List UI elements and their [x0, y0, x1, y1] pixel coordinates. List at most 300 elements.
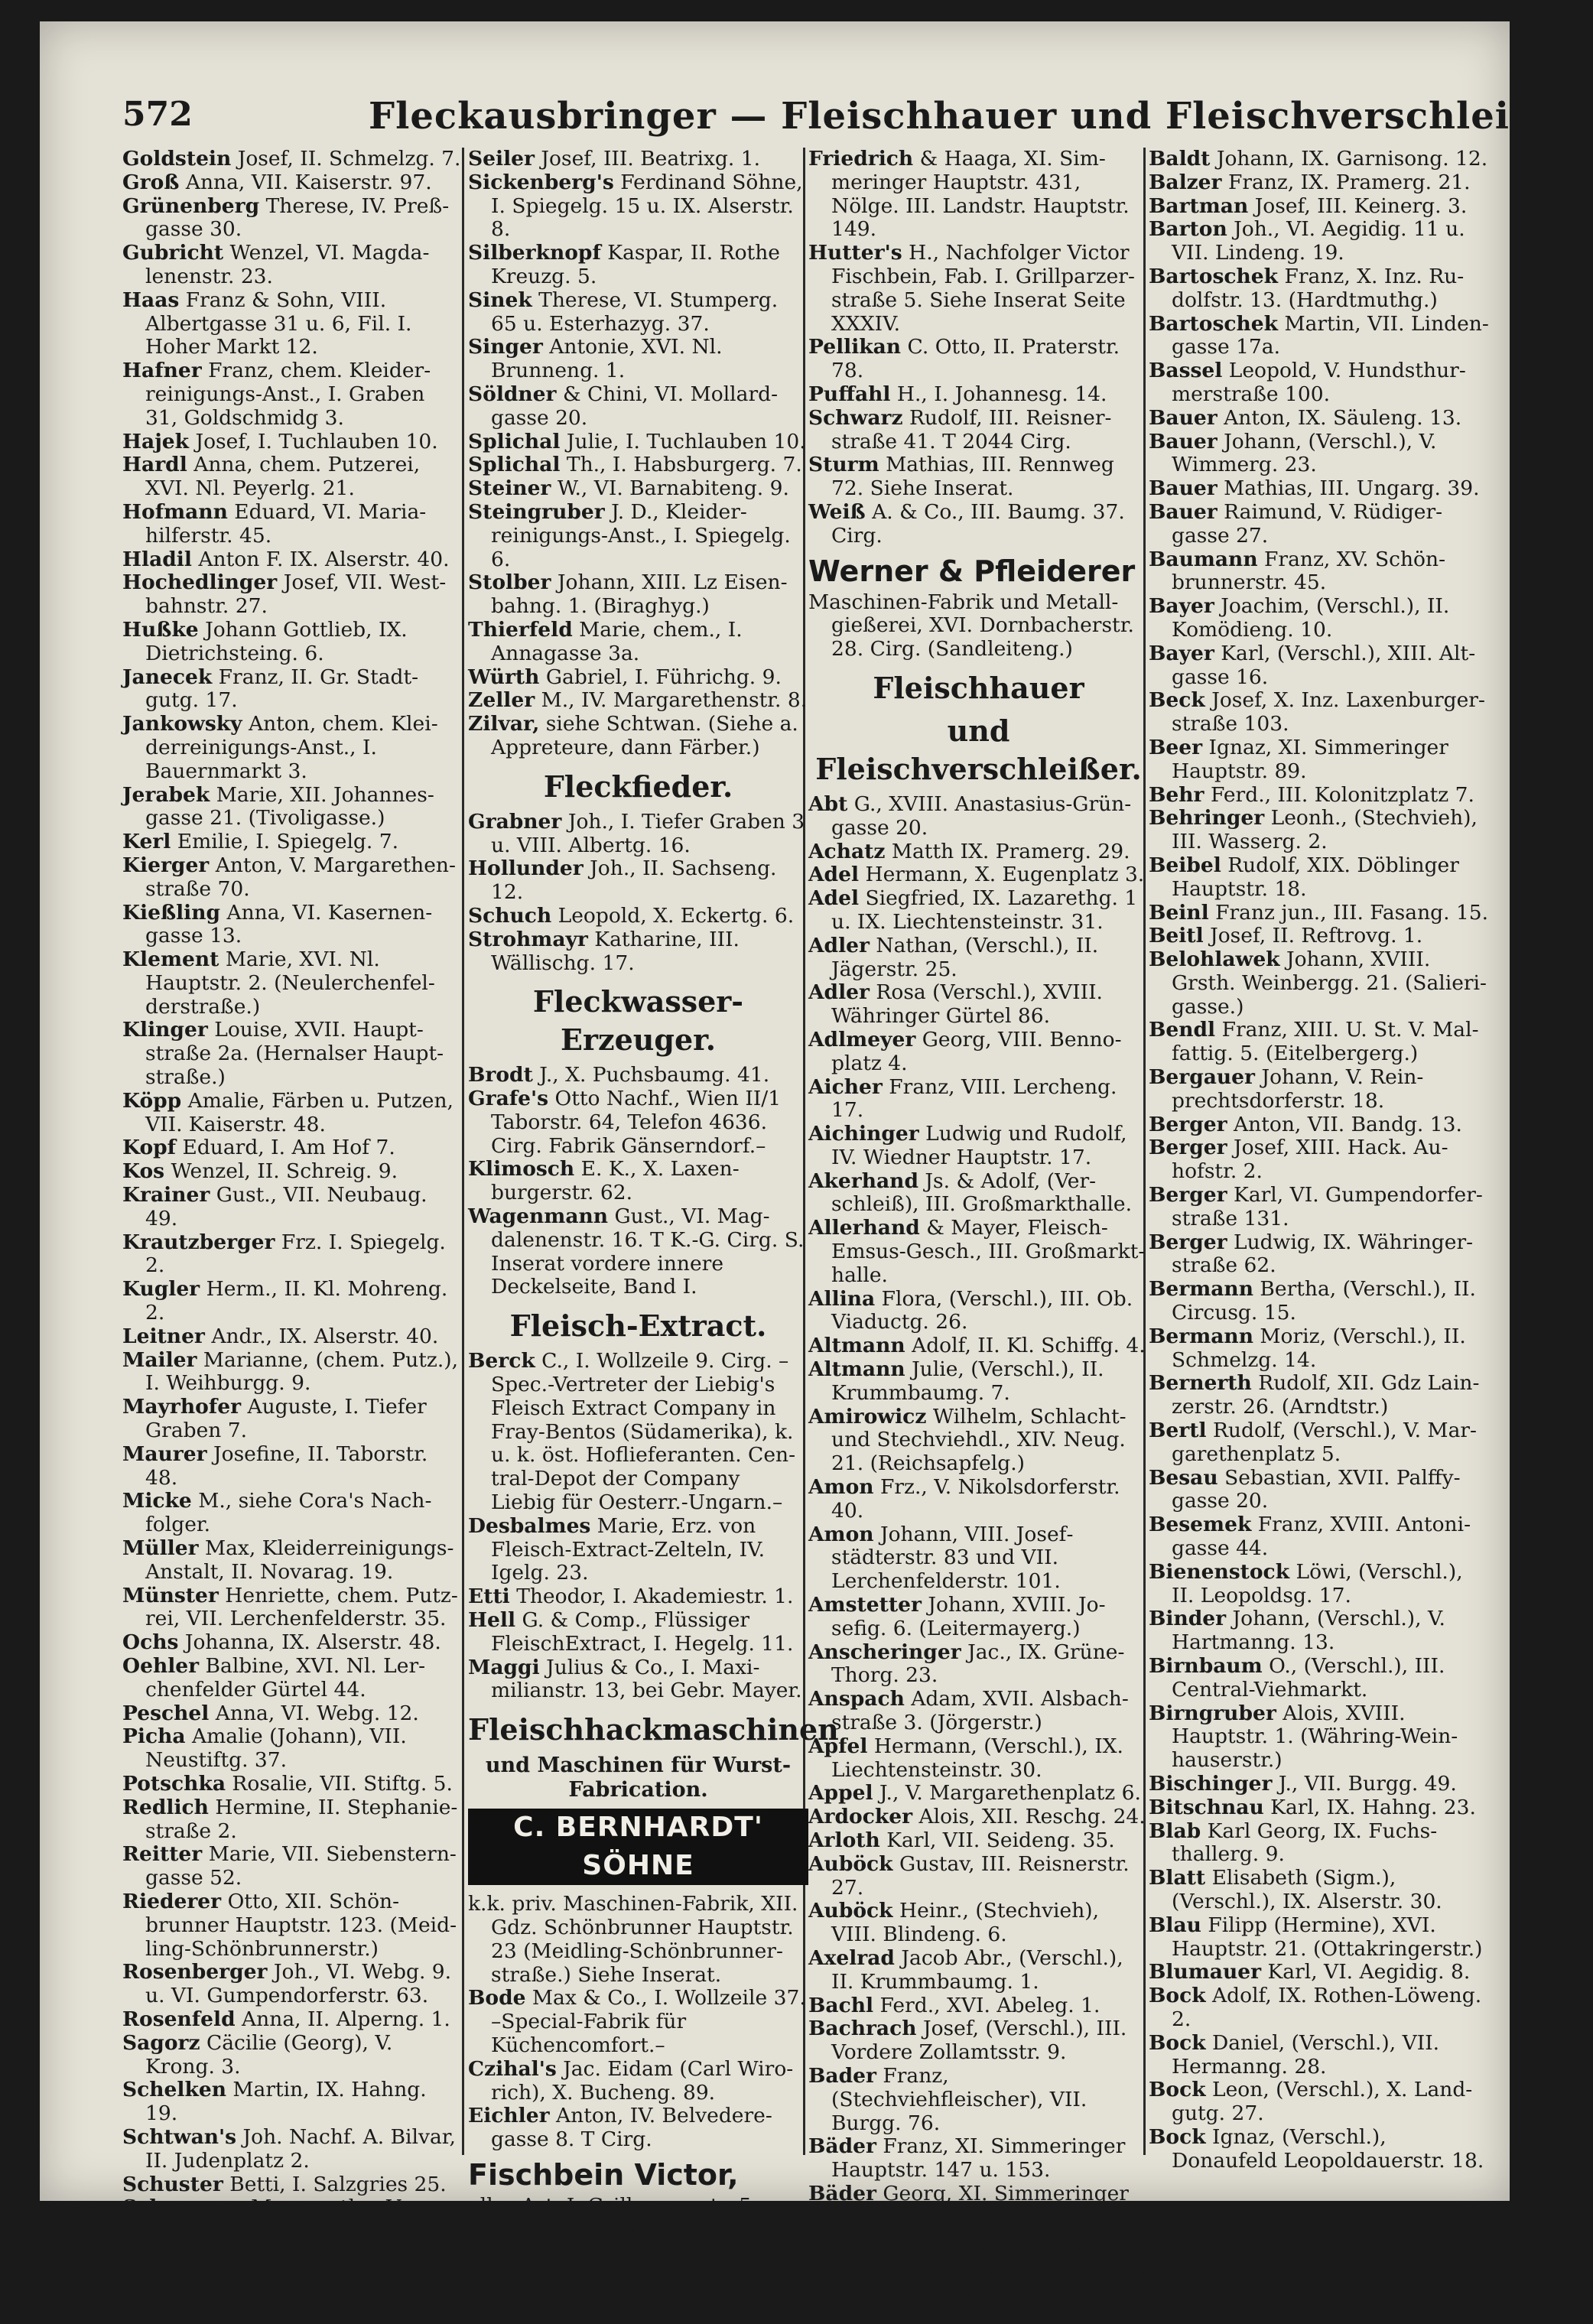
directory-entry — [468, 928, 808, 976]
entry-details: C. Otto, II. Praterstr. 78. — [831, 335, 1120, 383]
entry-details: E. K., X. Laxenburgerstr. 62. — [491, 1157, 740, 1205]
entry-name: Schwarz — [808, 405, 903, 430]
advertiser-banner: C. BERNHARDT' SÖHNE — [468, 1809, 808, 1885]
entry-name: Altmann — [808, 1357, 905, 1382]
entry-name: Amon — [808, 1475, 874, 1500]
entry-name: Riederer — [122, 1889, 222, 1913]
entry-name: Sickenberg's — [468, 170, 614, 194]
directory-entry — [1149, 1513, 1489, 1561]
entry-details: Wenzel, VI. Magdalenenstr. 23. — [145, 241, 430, 288]
directory-entry — [1149, 1419, 1489, 1467]
entry-details: J., VII. Burgg. 49. — [1278, 1771, 1457, 1796]
entry-details: Kaspar, II. Rothe Kreuzg. 5. — [491, 241, 780, 288]
entry-details: Salomon, (Verschl.), II. Theresieng. 1. (Adambergerg.) — [831, 2228, 1149, 2277]
entry-details: Raimund, V. Rüdigergasse 27. — [1172, 499, 1443, 548]
entry-details: Anna, VII. Kaiserstr. 97. — [185, 170, 432, 194]
directory-entry — [122, 571, 463, 619]
entry-details: Otto, XII. Schönbrunner Hauptstr. 123. (Meidling-Schönbrunnerstr.) — [145, 1889, 457, 1961]
entry-name: Schtwan's — [122, 2124, 237, 2149]
entry-details: J., X. Puchsbaumg. 41. — [539, 1063, 770, 1087]
entry-name: Zilvar, — [468, 712, 540, 736]
entry-details: Franz jun., III. Fasang. 15. — [1215, 900, 1489, 925]
entry-details: Therese, IV. Preßgasse 30. — [145, 193, 450, 242]
directory-entry — [122, 1396, 463, 1443]
entry-name: Bäder — [808, 2181, 876, 2205]
entry-details: & Chini, VI. Mollardgasse 20. — [491, 382, 779, 430]
entry-details: Adolf, IX. Rothen-Löweng. 2. — [1172, 1984, 1482, 2031]
entry-name: Eichler — [468, 2104, 550, 2128]
entry-name: Bock — [1149, 2030, 1206, 2055]
entry-name: Hajek — [122, 429, 190, 453]
entry-name: Reitter — [122, 1842, 203, 1867]
entry-name: Bock — [1149, 2078, 1206, 2102]
entry-details: Franz, IX. Pramerg. 21. — [1227, 170, 1471, 194]
entry-name: Adel — [808, 863, 860, 887]
directory-entry — [808, 934, 1149, 982]
entry-details: Maschinen-Fabrik und Metallgießerei, XVI. Dornbacherstr. 28. Cirg. (Sandleiteng.) — [808, 590, 1134, 661]
directory-entry — [1149, 1019, 1489, 1066]
directory-entry — [808, 1900, 1149, 1947]
entry-name: Berger — [1149, 1183, 1227, 1208]
directory-entry — [1149, 595, 1489, 642]
entry-details: M., siehe Cora's Nachfolger. — [145, 1489, 432, 1537]
directory-entry — [468, 2195, 808, 2242]
entry-name: Amon — [808, 1522, 874, 1546]
entry-details: Karl, IX. Hahng. 23. — [1270, 1795, 1476, 1819]
entry-name: Sinek — [468, 288, 532, 312]
directory-entry — [468, 905, 808, 928]
directory-entry — [122, 1136, 463, 1160]
directory-entry — [1149, 431, 1489, 478]
entry-name: Puffahl — [808, 382, 891, 406]
entry-name: Klimosch — [468, 1157, 575, 1182]
entry-details: Louise, XVII. Hauptstraße 2a. (Hernalser Hauptstraße.) — [145, 1018, 444, 1090]
entry-name: Barton — [1149, 217, 1227, 242]
entry-details: Anna, chem. Putzerei, XVI. Nl. Peyerlg. 21. — [145, 453, 421, 501]
directory-entry — [122, 1184, 463, 1231]
directory-entry — [1149, 1796, 1489, 1820]
entry-details: Jac., IX. GrüneThorg. 23. — [831, 1640, 1125, 1688]
directory-entry — [122, 2196, 463, 2244]
entry-name: Potschka — [122, 1771, 226, 1796]
directory-entry — [468, 1205, 808, 1299]
entry-name: Kerl — [122, 830, 171, 854]
entry-name: Söldner — [468, 382, 557, 406]
entry-name: Klinger — [122, 1018, 208, 1042]
section-heading-fleisch-extract: Fleisch-Extract. — [509, 1308, 767, 1344]
entry-details: Rudolf, III. Reisnerstraße 41. T 2044 Cirg. — [831, 405, 1112, 453]
entry-list-b — [468, 811, 808, 976]
entry-details: Franz, chem. Kleiderreinigungs-Anst., I. Graben 31, Goldschmidg 3. — [145, 359, 431, 430]
entry-name: Abt — [808, 791, 848, 816]
directory-entry — [122, 2244, 463, 2267]
entry-name: Hafner — [122, 359, 202, 383]
directory-entry — [1149, 784, 1489, 808]
entry-details: Joachim, (Verschl.), II. Komödieng. 10. — [1172, 594, 1450, 642]
entry-name: Thierfeld — [468, 617, 573, 642]
entry-name: Desbalmes — [468, 1513, 591, 1538]
entry-list-c — [808, 793, 1149, 2324]
entry-name: Bermann — [1149, 1277, 1253, 1302]
entry-details: Emilie, I. Spiegelg. 7. — [177, 830, 399, 854]
section-heading-fleischhauer: Fleischhauer — [873, 670, 1084, 705]
entry-details: Katharine, III. Wällischg. 17. — [491, 927, 740, 975]
directory-entry — [1149, 1113, 1489, 1137]
entry-details: Marie, chem., I. Annagasse 3a. — [491, 617, 743, 665]
directory-entry — [1149, 1231, 1489, 1279]
entry-list-c — [468, 1064, 808, 1299]
entry-details: Franz, XIII. U. St. V. Malfattig. 5. (Eitelbergerg.) — [1172, 1018, 1479, 1066]
entry-details: Johann, IX. Garnisong. 12. — [1216, 147, 1488, 171]
entry-name: Berck — [468, 1349, 535, 1373]
entry-name: Besemek — [1149, 1513, 1252, 1537]
entry-details: Heinr., (Stechvieh), VIII. Blindeng. 6. — [831, 1899, 1100, 1947]
directory-entry — [122, 1725, 463, 1773]
entry-name: Adler — [808, 933, 870, 957]
column-1 — [122, 147, 463, 2267]
directory-entry — [122, 1702, 463, 1726]
directory-entry — [808, 2065, 1149, 2135]
entry-name: Beinl — [1149, 900, 1209, 925]
entry-name: Grünenberg — [122, 193, 260, 218]
directory-entry — [122, 854, 463, 902]
column-4 — [1149, 147, 1489, 2173]
section-subheading: und Maschinen für WurstFabrication. — [485, 1754, 792, 1802]
directory-entry — [808, 336, 1149, 383]
entry-name: Strohmayr — [468, 927, 588, 951]
entry-name: Beer — [1149, 735, 1203, 759]
entry-details: Karl, VII. Seideng. 35. — [886, 1828, 1115, 1852]
entry-details: Elisabeth (Sigm.), (Verschl.), IX. Alserstr. 30. — [1172, 1866, 1442, 1913]
directory-entry — [468, 689, 808, 713]
directory-entry — [122, 1443, 463, 1490]
entry-details: C., I. Wollzeile 9. Cirg. –Spec.-Vertreter der Liebig's Fleisch Extract Company in Fray-Bentos (Südamerika), k. u. k. öst. Hoflieferanten. Central-Depot der Company Liebig für Oesterr.-Ungarn.– — [491, 1349, 796, 1515]
directory-entry — [808, 863, 1149, 887]
directory-entry — [808, 1594, 1149, 1641]
directory-entry — [1149, 642, 1489, 690]
entry-name: Schelken — [122, 2078, 226, 2102]
entry-list-a — [808, 148, 1149, 548]
entry-name: Achatz — [808, 839, 886, 863]
directory-entry — [122, 359, 463, 430]
entry-name: Bartoschek — [1149, 264, 1278, 288]
entry-name: Sagorz — [122, 2030, 200, 2055]
directory-entry — [122, 902, 463, 949]
directory-entry — [468, 289, 808, 336]
directory-entry — [808, 242, 1149, 336]
entry-name: Binder — [1149, 1607, 1227, 1631]
entry-details: Marianne, (chem. Putz.), I. Weihburgg. 9. — [145, 1347, 459, 1396]
entry-name: Baier — [808, 2228, 870, 2253]
directory-entry — [122, 289, 463, 359]
directory-entry — [808, 1735, 1149, 1783]
entry-name: Schwanzer — [122, 2196, 245, 2220]
entry-details: Löwi, (Verschl.), II. Leopoldsg. 17. — [1172, 1559, 1463, 1607]
entry-details: Joh., VI. Aegidig. 11 u. VII. Lindeng. 19. — [1172, 217, 1465, 265]
directory-entry — [122, 1090, 463, 1137]
directory-entry — [468, 571, 808, 619]
entry-details: Jacob Abr., (Verschl.), II. Krummbaumg. 1. — [831, 1945, 1123, 1994]
directory-entry — [1149, 477, 1489, 501]
entry-details: Bertha, (Verschl.), II. Circusg. 15. — [1172, 1277, 1476, 1325]
directory-entry — [1149, 171, 1489, 195]
entry-name: Ardocker — [808, 1805, 913, 1829]
directory-entry — [1149, 1136, 1489, 1184]
entry-details: Anton F. IX. Alserstr. 40. — [198, 547, 450, 571]
directory-entry — [122, 453, 463, 501]
entry-details: Martin, VII. Lindengasse 17a. — [1172, 311, 1489, 359]
entry-name: Kopf — [122, 1136, 177, 1160]
directory-entry — [808, 1170, 1149, 1217]
entry-details: Th., I. Habsburgerg. 7. — [566, 453, 802, 477]
column-3 — [808, 147, 1149, 2323]
entry-name: Schwarz — [122, 2242, 217, 2267]
directory-entry — [1149, 1278, 1489, 1325]
advertiser-name: Werner & Pfleiderer — [808, 554, 1136, 588]
entry-name: Groß — [122, 170, 180, 194]
directory-entry — [1149, 407, 1489, 431]
entry-list-f — [468, 2195, 808, 2242]
entry-name: Jerabek — [122, 782, 210, 807]
entry-name: Allerhand — [808, 1216, 920, 1240]
directory-entry — [122, 1773, 463, 1796]
entry-details: Johann Gottlieb, IX. Dietrichsteing. 6. — [145, 617, 408, 665]
directory-entry — [1149, 1867, 1489, 1914]
directory-entry — [1149, 148, 1489, 171]
directory-entry — [1149, 2079, 1489, 2126]
entry-details: Ludwig, IX. Währingerstraße 62. — [1172, 1230, 1474, 1278]
entry-details: Joh., VI. Webg. 9. u. VI. Gumpendorferstr. 63. — [145, 1960, 452, 2008]
entry-details: Mathias, III. Rennweg 72. Siehe Inserat. — [831, 453, 1114, 501]
entry-name: Mayrhofer — [122, 1395, 242, 1419]
entry-details: Julie, I. Tuchlauben 10. — [566, 429, 806, 453]
entry-name: Beck — [1149, 688, 1205, 713]
entry-name: Bock — [1149, 2124, 1206, 2149]
entry-details: k.k. priv. Maschinen-Fabrik, XII. Gdz. Schönbrunner Hauptstr. 23 (Meidling-Schönbrunnerstraße.) Siehe Inserat. — [468, 1892, 798, 1987]
entry-details: M., IV. Margarethenstr. 8. — [541, 688, 808, 713]
entry-details: Johann, V. Reinprechtsdorferstr. 18. — [1172, 1065, 1424, 1113]
entry-name: Mailer — [122, 1347, 197, 1372]
entry-name: Bassel — [1149, 359, 1223, 383]
directory-entry — [122, 2008, 463, 2032]
entry-details: Josef, (Verschl.), III. Vordere Zollamtsstr. 9. — [831, 2017, 1127, 2065]
entry-details: Rudolf, XII. Gdz Lainzerstr. 26. (Arndtstr.) — [1172, 1371, 1480, 1419]
entry-details: Johann, (Verschl.), V. Wimmerg. 23. — [1172, 429, 1437, 477]
entry-details: Leopold, V. Hundsthurmerstraße 100. — [1172, 359, 1466, 406]
entry-details: Josef, II. Reftrovg. 1. — [1210, 924, 1423, 948]
entry-name: Bauer — [1149, 429, 1218, 453]
entry-name: Blumauer — [1149, 1960, 1262, 1984]
entry-name: Maggi — [468, 1655, 540, 1679]
directory-entry — [122, 666, 463, 713]
entry-name: Birnbaum — [1149, 1654, 1263, 1678]
entry-name: Bock — [1149, 1984, 1206, 2008]
entry-name: Stolber — [468, 570, 551, 595]
entry-name: Appel — [808, 1781, 873, 1806]
entry-name: Klement — [122, 947, 219, 972]
entry-name: Anscheringer — [808, 1640, 961, 1664]
entry-name: Seiler — [468, 147, 535, 171]
directory-entry — [808, 1782, 1149, 1806]
entry-details: Gabriel, I. Führichg. 9. — [545, 665, 782, 689]
entry-details: Amalie, Färben u. Putzen, VII. Kaiserstr. 48. — [145, 1088, 454, 1136]
directory-entry — [122, 195, 463, 242]
directory-entry — [468, 453, 808, 477]
entry-name: Beitl — [1149, 924, 1204, 948]
entry-details: Gust., VI. Magdalenenstr. 16. T K.-G. Cirg. S. Inserat vordere innere Deckelseite, Band I. — [491, 1204, 805, 1299]
directory-entry — [122, 619, 463, 666]
directory-entry — [808, 2183, 1149, 2230]
entry-details: Josefine, II. Taborstr. 48. — [145, 1442, 428, 1490]
entry-name: Schuch — [468, 903, 552, 928]
entry-details: Ferd., XVI. Abeleg. 1. — [879, 1993, 1100, 2017]
entry-details: Otto Nachf., Wien II/1 Taborstr. 64, Telefon 4636. Cirg. Fabrik Gänserndorf.– — [491, 1087, 782, 1158]
directory-entry — [1149, 195, 1489, 219]
entry-details: Hermann, X. Eugenplatz 3. — [865, 863, 1145, 887]
entry-details: Josef, XIII. Hack. Auhofstr. 2. — [1172, 1136, 1448, 1184]
entry-list-d — [468, 1350, 808, 1703]
entry-details: Johann, VIII. Josefstädterstr. 83 und VII. Lerchenfelderstr. 101. — [831, 1522, 1074, 1594]
entry-details: Josef, II. Schmelzg. 7. — [237, 147, 461, 171]
entry-name: Behringer — [1149, 806, 1265, 830]
entry-details: Cäcilie (Georg), V. Krong. 3. — [145, 2030, 393, 2079]
directory-entry — [808, 1029, 1149, 1076]
directory-entry — [808, 1334, 1149, 1358]
entry-details: Karl, VI. Aegidig. 8. — [1267, 1960, 1471, 1984]
entry-name: Bäder — [808, 2134, 876, 2159]
entry-details: Auguste, I. Tiefer Graben 7. — [145, 1395, 427, 1443]
directory-entry — [808, 453, 1149, 501]
directory-entry — [468, 857, 808, 905]
entry-name: Oehler — [122, 1654, 200, 1678]
directory-entry — [1149, 501, 1489, 548]
entry-name: Arloth — [808, 1828, 880, 1852]
entry-details: Wilhelm, Schlachtund Stechviehdl., XIV. Neug. 21. (Reichsapfelg.) — [831, 1404, 1126, 1476]
directory-entry — [468, 501, 808, 571]
directory-entry — [808, 591, 1149, 661]
directory-entry — [468, 1585, 808, 1609]
entry-name: Blatt — [1149, 1866, 1206, 1890]
directory-entry — [122, 1890, 463, 1961]
entry-details: siehe Schtwan. (Siehe a. Appreteure, dann Färber.) — [491, 712, 798, 759]
directory-entry — [468, 242, 808, 289]
page-number: 572 — [122, 95, 193, 134]
directory-entry — [122, 1278, 463, 1325]
entry-name: Sturm — [808, 453, 879, 477]
entry-details: Martin, IX. Hahng. 19. — [145, 2078, 427, 2126]
directory-entry — [808, 2135, 1149, 2183]
entry-name: Bertl — [1149, 1419, 1207, 1443]
entry-details: O., (Verschl.), III. Central-Viehmarkt. — [1172, 1654, 1445, 1702]
directory-entry — [122, 1019, 463, 1089]
directory-entry — [122, 713, 463, 783]
entry-details: Js. & Adolf, (Verschleiß), III. Großmarkthalle. — [831, 1169, 1132, 1217]
entry-name: Bauer — [1149, 405, 1218, 430]
directory-entry — [1149, 736, 1489, 784]
directory-entry — [468, 383, 808, 431]
directory-entry — [1149, 2126, 1489, 2173]
directory-entry — [122, 2126, 463, 2173]
directory-entry — [468, 477, 808, 501]
entry-name: Behr — [1149, 782, 1205, 807]
entry-name: Apfel — [808, 1734, 868, 1758]
directory-entry — [1149, 1914, 1489, 1962]
entry-name: Brodt — [468, 1063, 533, 1087]
directory-entry — [122, 2079, 463, 2126]
entry-details: Anton, IX. Säuleng. 13. — [1224, 405, 1462, 430]
directory-entry — [1149, 1773, 1489, 1796]
directory-entry — [808, 1288, 1149, 1335]
entry-details: Wenzel, II. Schreig. 9. — [171, 1159, 398, 1184]
entry-details: Anton, chem. Kleiderreinigungs-Anst., I. Bauernmarkt 3. — [145, 712, 438, 783]
directory-entry — [468, 2105, 808, 2152]
entry-details: Josef, III. Beatrixg. 1. — [541, 147, 760, 171]
directory-entry — [1149, 854, 1489, 902]
entry-name: Kießling — [122, 900, 221, 925]
entry-name: Hutter's — [808, 241, 902, 265]
entry-details: Adolf, II. Kl. Schiffg. 4. — [912, 1334, 1146, 1358]
directory-entry — [808, 1688, 1149, 1735]
entry-details: & Haaga, XI. Simmeringer Hauptstr. 431, Nölge. III. Landstr. Hauptstr. 149. — [831, 147, 1130, 242]
directory-entry — [1149, 689, 1489, 736]
directory-entry — [468, 431, 808, 454]
entry-name: Balzer — [1149, 170, 1222, 194]
entry-details: Ferdinand Söhne, I. Spiegelg. 15 u. IX. Alserstr. 8. — [491, 170, 803, 242]
directory-entry — [468, 148, 808, 171]
entry-details: Karl, (Verschl.), XIII. Altgasse 16. — [1172, 641, 1476, 689]
entry-name: Wagenmann — [468, 1204, 609, 1229]
entry-name: Würth — [468, 665, 540, 689]
directory-entry — [468, 1158, 808, 1205]
entry-details: Franz, VIII. Lercheng. 17. — [831, 1074, 1117, 1123]
entry-name: Köpp — [122, 1088, 182, 1113]
entry-details: Gust., VII. Neubaug. 49. — [145, 1183, 428, 1230]
entry-name: Rosenberger — [122, 1960, 268, 1984]
entry-details: Johanna, IX. Alserstr. 48. — [184, 1630, 441, 1655]
entry-name: Besau — [1149, 1465, 1218, 1490]
entry-name: Rosenfeld — [122, 2007, 236, 2031]
directory-entry — [808, 793, 1149, 840]
entry-name: Krainer — [122, 1183, 210, 1208]
entry-name: Micke — [122, 1489, 192, 1513]
entry-details: Filipp (Hermine), XVI. Hauptstr. 21. (Ottakringerstr.) — [1172, 1913, 1483, 1961]
entry-details: Marie, VII. Siebensterngasse 52. — [145, 1842, 457, 1890]
entry-name: Bauer — [1149, 499, 1218, 524]
entry-details: Julius & Co., I. Maximilianstr. 13, bei Gebr. Mayer. — [491, 1655, 802, 1703]
entry-details: A. & Co., III. Baumg. 37. Cirg. — [831, 499, 1125, 548]
entry-name: Ochs — [122, 1630, 179, 1655]
entry-details: Franz, (Stechviehfleischer), VII. Burgg. 76. — [831, 2063, 1087, 2135]
entry-list-b — [808, 591, 1149, 661]
directory-entry — [122, 1843, 463, 1890]
entry-name: Allina — [808, 1286, 876, 1311]
entry-details: Max & Co., I. Wollzeile 37. –Special-Fabrik für Küchencomfort.– — [491, 1986, 806, 2057]
entry-details: Leonh., (Stechvieh), III. Wasserg. 2. — [1172, 806, 1478, 854]
directory-entry — [468, 811, 808, 858]
entry-details: Josef, X. Inz. Laxenburgerstraße 103. — [1172, 688, 1485, 736]
entry-details: Henriette, chem. Putzrei, VII. Lerchenfelderstr. 35. — [145, 1583, 458, 1631]
directory-entry — [468, 1350, 808, 1515]
entry-details: Balbine, XVI. Nl. Lerchenfelder Gürtel 44. — [145, 1654, 426, 1702]
entry-name: Blau — [1149, 1913, 1201, 1937]
entry-name: Aicher — [808, 1074, 883, 1099]
entry-details: Ignaz, XI. Simmeringer Hauptstr. 89. — [1172, 735, 1448, 783]
directory-entry — [122, 548, 463, 572]
page-header: Fleckausbringer — Fleischhauer und Fleischverschleißer. — [369, 95, 1593, 138]
entry-name: Weiß — [808, 499, 866, 524]
directory-entry — [122, 148, 463, 171]
entry-name: Kugler — [122, 1277, 200, 1302]
